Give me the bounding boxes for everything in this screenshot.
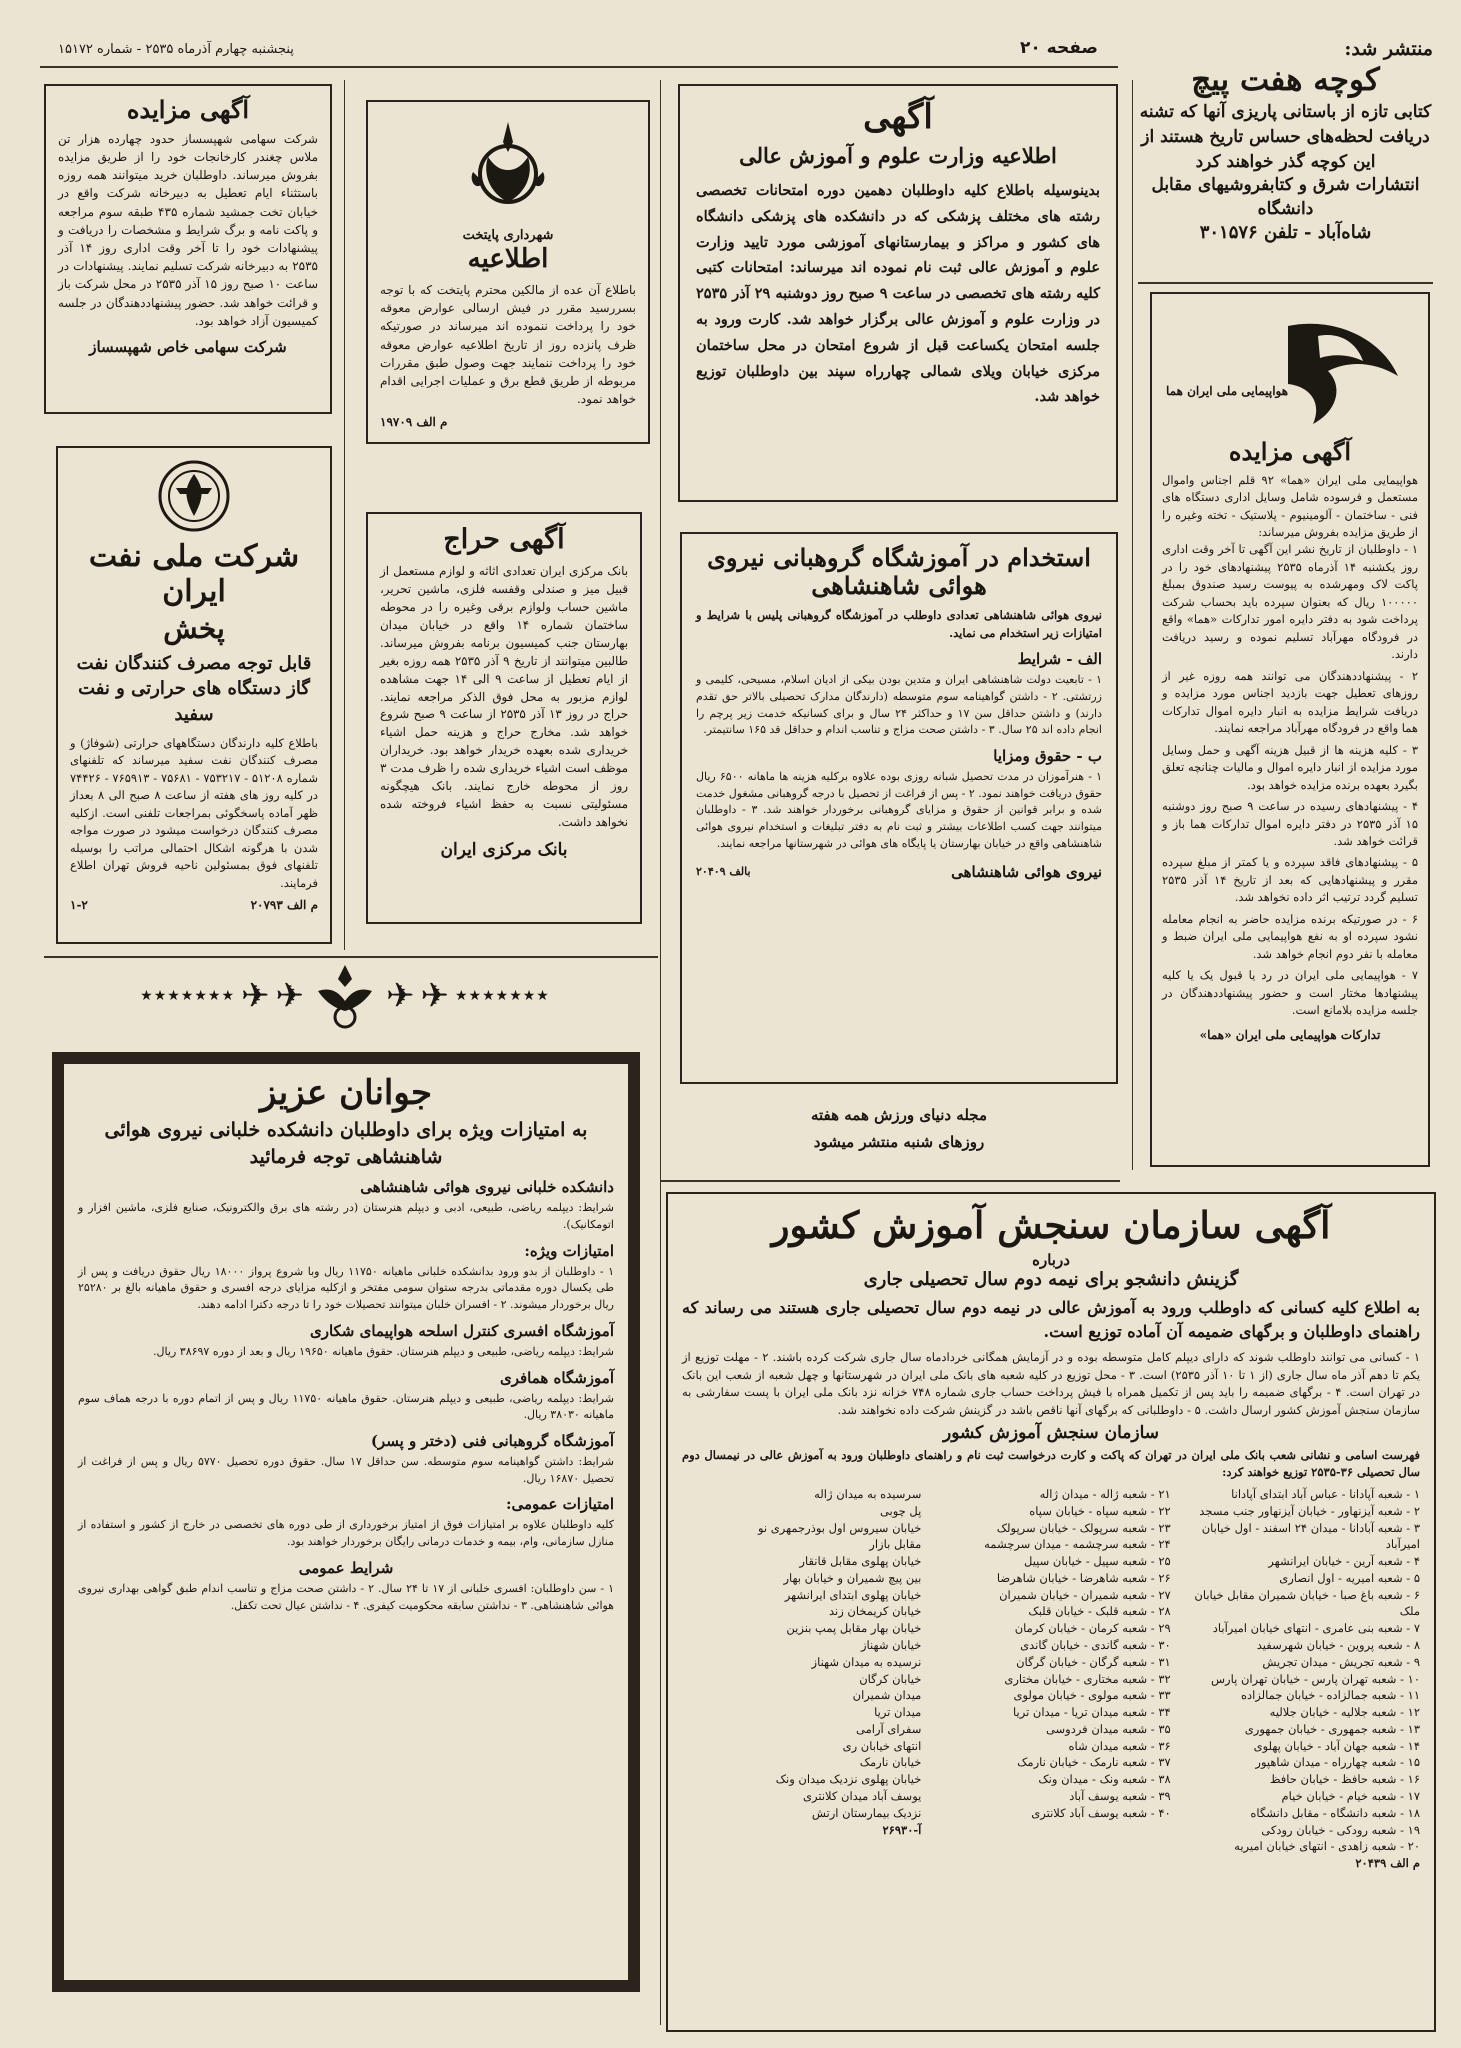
sanjesh-subtitle: گزینش دانشجو برای نیمه دوم سال تحصیلی جاری [863, 1268, 1239, 1290]
sports-rule [660, 1180, 1120, 1182]
weapons-control-heading: آموزشگاه افسری کنترل اسلحه هواپیمای شکاری [309, 1321, 614, 1340]
bank-auction-signature: بانک مرکزی ایران [440, 839, 568, 860]
general-privileges: کلیه داوطلبان علاوه بر امتیازات فوق از امتیاز برخورداری از طی دوره های تخصصی در خارج از کشور و استفاده از منازل سازمانی، وام، بیمه و خدمات درمانی رایگان برخوردار خواهند بود. [78, 1518, 614, 1549]
list-item: ۷ - شعبه بنی عامری - انتهای خیابان امیرآباد [1212, 1621, 1420, 1636]
book-announcement [1138, 38, 1433, 278]
ministry-subtitle: اطلاعیه وزارت علوم و آموزش عالی [739, 143, 1057, 169]
branch-column-2 [931, 1486, 1170, 1872]
sanjesh-ad [666, 1192, 1436, 2032]
list-item: نزدیک بیمارستان ارتش [811, 1805, 922, 1820]
published-label: منتشر شد: [1344, 38, 1433, 60]
list-item: پل چوبی [879, 1503, 922, 1518]
list-item: ۲۰ - شعبه زاهدی - انتهای خیابان امیریه [1234, 1839, 1420, 1854]
technical-school-body: شرایط: داشتن گواهینامه سوم متوسطه. سن حداقل ۱۷ سال. حقوق دوره تحصیل ۵۷۷۰ ریال و پس از فراغت از تحصیل ۱۶۸۷۰ ریال. [78, 1455, 614, 1485]
sports-line-2: روزهای شنبه منتشر میشود [813, 1133, 985, 1151]
list-item: ۳۷ - شعبه نارمک - خیابان نارمک [1017, 1755, 1171, 1770]
homafar-school-heading: آموزشگاه همافری [499, 1368, 614, 1387]
ministry-notice [678, 84, 1118, 502]
shahpasand-body: شرکت سهامی شهپسساز حدود چهارده هزار تن ملاس چغندر کارخانجات خود را از طریق مزایده بفروش میرساند. داوطلبان خرید میتوانند همه روزه باستثناء ایام تعطیل به دبیرخانه شرکت واقع در خیابان تخت جمشید شماره ۴۳۵ طبقه سوم مراجعه و پاکت نامه و برگ شرایط و مشخصات را دریافت و پیشنهادات خود را تا آخر وقت اداری روز ۱۴ آذر ۲۵۳۵ به دبیرخانه شرکت تسلیم نمایند. پیشنهادات در ساعت ۱۰ صبح روز ۱۵ آذر ۲۵۳۵ در محل شرکت باز و قرائت خواهد شد. حضور پیشنهاددهندگان در جلسه کمیسیون آزاد خواهد بود. [58, 131, 319, 328]
stars-decoration-icon: ★★★★★★★ [455, 988, 550, 1004]
list-item: خیابان نارمک [859, 1755, 922, 1770]
column-rule [344, 80, 345, 950]
header-rule [40, 66, 1118, 68]
airforce-signature: نیروی هوائی شاهنشاهی [951, 862, 1102, 881]
homafar-school-body: شرایط: دیپلمه ریاضی، طبیعی و دیپلم هنرستان. حقوق ماهیانه ۱۱۷۵۰ ریال و پس از اتمام دوره با درجه هماف سوم ماهیانه ۳۸۰۳۰ ریال. [78, 1391, 614, 1422]
list-item: ۱۰ - شعبه تهران پارس - خیابان تهران پارس [1211, 1671, 1420, 1686]
list-item: ۳ - شعبه آبادانا - میدان ۲۴ اسفند - اول خیابان امیرآباد [1201, 1520, 1420, 1552]
list-item: خیابان پهلوی مقابل قانقار [799, 1554, 922, 1569]
municipality-title: اطلاعیه [467, 244, 549, 274]
oil-title: شرکت ملی نفت ایران [88, 539, 300, 609]
homa-item: ۱ - داوطلبان از تاریخ نشر این آگهی تا آخر وقت اداری روز یکشنبه ۱۴ آذرماه ۲۵۳۵ پیشنهادهای خود را در پاکت لاک ومهرشده به پیوست رسید صندوق بمبلغ ۱۰۰۰۰۰ ریال که بعنوان سپرده باید بحساب شرکت پرداخت شود به دفتر دایره امور تدارکات «هما» واقع در فرودگاه مهرآباد تسلیم نموده و رسید دریافت دارند. [1162, 542, 1419, 662]
header-page-number: صفحه ۲۰ [1020, 38, 1098, 58]
list-item: ۲۸ - شعبه قلبک - خیابان قلبک [1028, 1604, 1171, 1619]
list-item: ۱۱ - شعبه جمالزاده - خیابان جمالزاده [1240, 1688, 1420, 1703]
list-item: ۴ - شعبه آرین - خیابان ایرانشهر [1268, 1554, 1420, 1569]
list-item: ۱۸ - شعبه دانشگاه - مقابل دانشگاه [1250, 1805, 1420, 1820]
sanjesh-code: م الف ۲۰۴۳۹ [1355, 1856, 1420, 1871]
oil-company-ad [56, 446, 332, 944]
oil-company-emblem-icon [156, 458, 232, 534]
book-address: شاه‌آباد - تلفن ۳۰۱۵۷۶ [1199, 221, 1372, 243]
list-item: ۲۴ - شعبه سرچشمه - میدان سرچشمه [984, 1537, 1171, 1552]
sanjesh-title: آگهی سازمان سنجش آموزش کشور [771, 1203, 1331, 1247]
jet-icon: ✈ [275, 976, 304, 1016]
book-publisher: انتشارات شرق و کتابفروشیهای مقابل دانشگاه [1151, 175, 1420, 220]
list-item: ۳۲ - شعبه مختاری - خیابان مختاری [1004, 1671, 1171, 1686]
weapons-control-body: شرایط: دیپلمه ریاضی، طبیعی و دیپلم هنرستان. حقوق ماهیانه ۱۹۶۵۰ ریال و بعد از دوره ۳۸۶۹۷ ریال. [153, 1344, 614, 1358]
sanjesh-list-title: فهرست اسامی و نشانی شعب بانک ملی ایران در تهران که پاکت و کارت درخواست ثبت نام و راهنمای داوطلبان ورود به آموزش عالی در نیمسال دوم سال تحصیلی ۳۶-۲۵۳۵ توزیع خواهند کرد: [682, 1448, 1420, 1480]
list-item: نرسیده به میدان شهناز [811, 1654, 922, 1669]
list-item: ۳۸ - شعبه ونک - میدان ونک [1038, 1772, 1171, 1787]
list-item: ۶ - شعبه باغ صبا - خیابان شمیران مقابل خیابان ملک [1194, 1587, 1420, 1619]
list-item: میدان تریا [874, 1705, 922, 1720]
list-item: سفرای آرامی [856, 1721, 922, 1736]
branch-column-3 [682, 1486, 921, 1872]
homa-logo-text: هواپیمایی ملی ایران هما [1166, 384, 1289, 398]
general-conditions: ۱ - سن داوطلبان: افسری خلبانی از ۱۷ تا ۲۴ سال. ۲ - داشتن صحت مزاج و تناسب اندام طبق گواهی بهداری نیروی هوائی شاهنشاهی. ۳ - نداشتن سابقه محکومیت کیفری. ۴ - نداشتن عیال تحت تکفل. [78, 1581, 614, 1612]
book-description: کتابی تازه از باستانی پاریزی آنها که تشنه دریافت لحظه‌های حساس تاریخ هستند از این کوچه گذر خواهند کرد [1139, 102, 1432, 172]
sports-magazine-notice [680, 1102, 1118, 1156]
sanjesh-code-2: آ-۲۶۹۳۰ [882, 1822, 922, 1837]
oil-body: باطلاع کلیه دارندگان دستگاههای حرارتی (شوفاژ) و مصرف کنندگان نفت سفید میرساند که تلفنهای شماره ۵۱۲۰۸ - ۷۵۳۲۱۷ - ۷۵۶۸۱ - ۷۶۵۹۱۳ - ۷۴۴۲۶ در کلیه روز های هفته از ساعت ۸ صبح الی ۸ بعداز ظهر آماده پاسخگوئی بمراجعات تلفنی است. ازکلیه مصرف کنندگان درخواست میشود در صورت مواجه شدن با هرگونه اشکال احتمالی مراتب را بوسیله تلفنهای فوق بمسئولین ناحیه فروش تهران اطلاع فرمایند. [70, 735, 318, 890]
sports-line-1: مجله دنیای ورزش همه هفته [810, 1106, 988, 1124]
list-item: ۱۷ - شعبه خیام - خیابان خیام [1281, 1789, 1420, 1804]
municipality-org: شهرداری پایتخت [462, 228, 554, 243]
airforce-conditions-heading: الف - شرایط [1017, 650, 1102, 669]
list-item: ۱۶ - شعبه حافظ - خیابان حافظ [1269, 1772, 1420, 1787]
jet-icon: ✈ [386, 976, 415, 1016]
oil-code: م الف ۲۰۷۹۳ [250, 897, 318, 912]
list-item: سرسیده به میدان ژاله [814, 1486, 922, 1501]
oil-heading: قابل توجه مصرف کنندگان نفت گاز دستگاه های حرارتی و نفت سفید [76, 653, 312, 725]
airforce-benefits: ۱ - هنرآموزان در مدت تحصیل شبانه روزی بوده علاوه برکلیه هزینه ها ماهانه ۶۵۰۰ ریال حقوق دریافت خواهند نمود. ۲ - پس از فراغت از تحصیل با درجه گروهبانی مشغول خدمت شده و برابر قوانین از حقوق و مزایای گروهبانی برخوردار خواهند شد. ۳ - داوطلبان میتوانند جهت کسب اطلاعات بیشتر و ثبت نام به دفتر تبلیغات و استخدام نیروی هوائی شاهنشاهی واقع در خیابان بهارستان یا پایگاه های هوائی در شهرستانها مراجعه نمایند. [696, 770, 1103, 850]
municipality-notice [366, 100, 650, 444]
list-item: خیابان بهار مقابل پمپ بنزین [786, 1621, 922, 1636]
list-item: خیابان شهناز [860, 1637, 922, 1652]
pilot-school-conditions: شرایط: دیپلمه ریاضی، طبیعی، ادبی و دیپلم هنرستان (در رشته های برق والکترونیک، صنایع فلزی، ماشین افزار و اتومکانیک). [78, 1201, 614, 1231]
airforce-title: استخدام در آموزشگاه گروهبانی نیروی هوائی شاهنشاهی [707, 543, 1091, 600]
cadet-planes-banner [40, 966, 650, 1026]
list-item: ۲۱ - شعبه ژاله - میدان ژاله [1039, 1486, 1171, 1501]
technical-school-heading: آموزشگاه گروهبانی فنی (دختر و پسر) [370, 1432, 614, 1451]
shahpasand-title: آگهی مزایده [126, 95, 250, 124]
list-item: ۵ - شعبه امیریه - اول انصاری [1279, 1570, 1420, 1585]
bank-auction-body: بانک مرکزی ایران تعدادی اثاثه و لوازم مستعمل از قبیل میز و صندلی وقفسه فلزی، ماشین تحریر، ماشین حساب ولوازم برقی وغیره را در محوطه ساختمان شماره ۱۴ واقع در خیابان میدان بهارستان جنب کمیسیون برنامه بفروش میرساند. طالبین میتوانند از تاریخ ۹ آذر ۲۵۳۵ همه روزه بغیر از ایام تعطیل از ساعت ۹ الی ۱۴ جهت مشاهده لوازم مزبور به محل فوق الذکر مراجعه نمایند. حراج در روز ۱۳ آذر ۲۵۳۵ از ساعت ۹ صبح شروع خواهد شد. مخارج حراج و هزینه حمل اشیاء خریداری شده بعهده خریدار خواهد بود. خریداران موظف است اشیاء خریداری شده را ظرف مدت ۳ روز از محوطه خارج نمایند. بانک هیچگونه مسئولیتی نسبت به حفظ اشیاء فروخته شده نخواهد داشت. [380, 564, 629, 829]
homa-title: آگهی مزایده [1228, 437, 1352, 466]
sanjesh-signature: سازمان سنجش آموزش کشور [942, 1423, 1159, 1444]
list-item: ۲۷ - شعبه شمیران - خیابان شمیران [999, 1587, 1171, 1602]
cadets-subtitle: به امتیازات ویژه برای داوطلبان دانشکده خلبانی نیروی هوائی شاهنشاهی توجه فرمائید [104, 1119, 588, 1168]
list-item: انتهای خیابان ری [842, 1738, 922, 1753]
airforce-conditions: ۱ - تابعیت دولت شاهنشاهی ایران و متدین بودن بیکی از ادیان اسلام، مسیحی، کلیمی و زرتشتی. ۲ - داشتن گواهینامه سوم متوسطه (دارندگان مدارک تحصیلی بالاتر حق تقدم دارند) و داشتن حداقل سن ۱۷ و حداکثر ۲۴ سال و برای کسانیکه خدمت زیر پرچم را انجام داده اند ۲۵ سال. ۳ - داشتن صحت مزاج و تناسب اندام و حداقل قد ۱۶۵ سانتیمتر. [696, 673, 1102, 737]
special-privileges: ۱ - داوطلبان از بدو ورود بدانشکده خلبانی ماهیانه ۱۱۷۵۰ ریال وبا شروع پرواز ۱۸۰۰۰ ریال حقوق دریافت و پس از طی یکسال دوره مقدماتی بدرجه ستوان سومی مفتخر و ازکلیه مزایای درجه افسری و حقوق ماهیانه بالغ بر ۲۵۲۸۰ ریال برخوردار میشوند. ۲ - افسران خلبان میتوانند تحصیلات خود را تا درجه دکترا ادامه دهند. [78, 1264, 614, 1312]
list-item: ۲۹ - شعبه کرمان - خیابان کرمان [1014, 1621, 1171, 1636]
list-item: ۱۹ - شعبه رودکی - خیابان رودکی [1261, 1822, 1420, 1837]
homa-item: ۴ - پیشنهادهای رسیده در ساعت ۹ صبح روز دوشنبه ۱۵ آذر ۲۵۳۵ در دفتر دایره اموال تدارکات هما باز و قرائت خواهد شد. [1162, 799, 1419, 848]
list-item: یوسف آباد میدان کلانتری [803, 1789, 922, 1804]
bank-auction-title: آگهی حراج [443, 524, 565, 555]
column-rule [660, 80, 661, 2025]
list-item: ۳۹ - شعبه یوسف آباد [1069, 1789, 1171, 1804]
municipality-body: باطلاع آن عده از مالکین محترم پایتخت که با توجه بسررسید مقرر در فیش ارسالی عوارض معوقه خود را پرداخت ننموده اند میرساند در صورتیکه ظرف پانزده روز از تاریخ اطلاعیه عوارض معوقه خود را پرداخت ننمایند جهت وصول طبق مقررات مربوطه از طریق قطع برق و عملیات اجرایی اقدام خواهد نمود. [380, 282, 636, 407]
list-item: ۲ - شعبه آیزنهاور - خیابان آیزنهاور جنب مسجد [1199, 1503, 1420, 1518]
header-issue-date: پنجشنبه چهارم آذرماه ۲۵۳۵ - شماره ۱۵۱۷۲ [58, 42, 294, 57]
pilot-school-heading: دانشکده خلبانی نیروی هوائی شاهنشاهی [360, 1178, 614, 1197]
list-item: ۲۳ - شعبه سرپولک - خیابان سرپولک [996, 1520, 1171, 1535]
ministry-body: بدینوسیله باطلاع کلیه داوطلبان دهمین دوره امتحانات تخصصی رشته های مختلف پزشکی که در دانشکده های پزشکی دانشگاه های کشور و مراکز و بیمارستانهای آموزشی مورد تایید وزارت علوم و آموزش عالی ثبت نام نموده اند میرساند: امتحانات کتبی کلیه رشته های تخصصی در ساعت ۹ صبح روز دوشنبه ۲۹ آذر ۲۵۳۵ در وزارت علوم و آموزش عالی برگزار خواهد شد. کارت ورود به جلسه امتحان یکساعت قبل از شروع امتحان در محل ساختمان مرکزی خیابان ویلای شمالی چهارراه سپند بین داوطلبان توزیع خواهد شد. [696, 182, 1100, 406]
stars-decoration-icon: ★★★★★★★ [140, 988, 235, 1004]
list-item: خیابان سیروس اول بوذرجمهری نو [757, 1520, 922, 1535]
homa-auction-ad [1150, 292, 1430, 1167]
homa-item: ۳ - کلیه هزینه ها از قبیل هزینه آگهی و حمل وسایل مورد مزایده از انبار دایره اموال و مالیات چنانچه تعلق بگیرد بعهده برنده مزایده خواهد بود. [1162, 742, 1418, 792]
homa-item: ۲ - پیشنهاددهندگان می توانند همه روزه غیر از روزهای تعطیل جهت بازدید اجناس مورد مزایده و دریافت شرایط مزایده به انبار دایره اموال تدارکات هما واقع در فرودگاه مهرآباد مراجعه نمایند. [1162, 668, 1418, 736]
homa-footer: تدارکات هواپیمایی ملی ایران «هما» [1199, 1027, 1381, 1042]
list-item: ۳۰ - شعبه گاندی - خیابان گاندی [1020, 1637, 1171, 1652]
list-item: میدان شمیران [852, 1688, 922, 1703]
municipality-code: م الف ۱۹۷۰۹ [380, 414, 448, 429]
pilot-school-ad [52, 1052, 640, 1992]
general-conditions-heading: شرایط عمومی [298, 1558, 394, 1577]
homa-item: ۷ - هواپیمایی ملی ایران در رد یا قبول یک یا کلیه پیشنهادها مختار است و حضور پیشنهاددهندگان در جلسه مزایده بلامانع است. [1162, 968, 1418, 1018]
list-item: ۸ - شعبه پروین - خیابان شهرسفید [1256, 1637, 1420, 1652]
list-item: خیابان پهلوی نزدیک میدان ونک [775, 1772, 922, 1787]
oil-subtitle: پخش [163, 612, 225, 645]
sanjesh-lead: به اطلاع کلیه کسانی که داوطلب ورود به آموزش عالی در نیمه دوم سال تحصیلی جاری هستند می رساند که راهنمای داوطلبان و برگهای ضمیمه آن آماده توزیع است. [682, 1297, 1420, 1342]
list-item: ۱ - شعبه آپادانا - عباس آباد ابتدای آپادانا [1231, 1486, 1420, 1501]
list-item: مقابل بازار [869, 1537, 922, 1552]
airforce-intro: نیروی هوائی شاهنشاهی تعدادی داوطلب در آموزشگاه گروهبانی پلیس با شرایط و امتیازات زیر استخدام می نماید. [696, 608, 1102, 640]
general-privileges-heading: امتیازات عمومی: [505, 1495, 614, 1514]
shahpasand-signature: شرکت سهامی خاص شهپسساز [89, 338, 287, 357]
special-privileges-heading: امتیازات ویژه: [524, 1241, 614, 1260]
list-item: ۳۴ - شعبه میدان تریا - میدان تریا [1013, 1705, 1171, 1720]
homa-item: ۶ - در صورتیکه برنده مزایده حاضر به انجام معامله نشود سپرده او به نفع هواپیمایی ملی ایران ضبط و معامله با نفر دوم انجام خواهد شد. [1162, 911, 1418, 961]
list-item: ۳۱ - شعبه گرگان - خیابان گرگان [1016, 1654, 1171, 1669]
branch-column-1 [1181, 1486, 1420, 1872]
list-item: ۴۰ - شعبه یوسف آباد کلانتری [1031, 1805, 1171, 1820]
list-item: خیابان کریمخان زند [828, 1604, 922, 1619]
sanjesh-about: درباره [1032, 1250, 1070, 1269]
list-item: ۲۵ - شعبه سپیل - خیابان سپیل [1023, 1554, 1171, 1569]
list-item: ۳۵ - شعبه میدان فردوسی [1045, 1721, 1171, 1736]
ministry-title: آگهی [863, 97, 933, 137]
list-item: ۱۳ - شعبه جمهوری - خیابان جمهوری [1244, 1721, 1420, 1736]
homa-item: ۵ - پیشنهادهای فاقد سپرده و یا کمتر از مبلغ سپرده مقرر و پیشنهادهایی که بعد از تاریخ ۱۴ آذر ۲۵۳۵ تسلیم گردد ترتیب اثر داده نخواهد شد. [1162, 855, 1418, 905]
list-item: خیابان پهلوی ابتدای ایرانشهر [784, 1587, 922, 1602]
list-item: ۱۲ - شعبه جلالیه - خیابان جلالیه [1269, 1705, 1420, 1720]
homa-logo-icon [1168, 306, 1418, 436]
list-item: ۱۵ - شعبه چهارراه - میدان شاهپور [1255, 1755, 1420, 1770]
municipality-emblem-icon [463, 112, 553, 222]
book-rule [1138, 282, 1433, 284]
homa-intro: هواپیمایی ملی ایران «هما» ۹۲ قلم اجناس واموال مستعمل و فرسوده شامل وسایل اداری دستگاه های فنی - ساختمان - آلومینیوم - پلاستیک - تخته وغیره را از طریق مزایده بفروش میرساند: [1162, 472, 1419, 539]
central-bank-auction [366, 512, 642, 924]
oil-code-2: ۱-۲ [70, 897, 88, 912]
mid-rule [44, 956, 658, 958]
list-item: ۳۶ - شعبه میدان شاه [1068, 1738, 1171, 1753]
book-title: کوچه هفت پیچ [1191, 62, 1380, 98]
sanjesh-body: ۱ - کسانی می توانند داوطلب شوند که دارای دیپلم کامل متوسطه بوده و در آزمایش همگانی خردادماه سال جاری شرکت کرده باشند. ۲ - مهلت توزیع از یکم تا دهم آذر ماه سال جاری (از ۱ تا ۱۰ آذر ۲۵۳۵) است. ۳ - محل توزیع در کلیه شعبه های بانک ملی ایران در شهرستانها و چهل شعبه از شعب این بانک در تهران است. ۴ - برگهای ضمیمه را باید پس از تکمیل همراه با فیش پرداخت حساب جاری شماره ۷۴۸ خزانه نزد بانک ملی ایران با پست سفارشی به سازمان سنجش آموزش کشور ارسال داشت. ۵ - داوطلبانی که برگهای آنها ناقص باشد در گزینش شرکت داده نخواهند شد. [682, 1350, 1421, 1417]
column-rule [1132, 80, 1133, 1170]
airforce-benefits-heading: ب - حقوق ومزایا [993, 747, 1102, 765]
jet-icon: ✈ [241, 976, 270, 1016]
airforce-code: بالف ۲۰۴۰۹ [696, 865, 751, 879]
list-item: ۳۳ - شعبه مولوی - خیابان مولوی [1013, 1688, 1171, 1703]
list-item: ۲۲ - شعبه سپاه - خیابان سپاه [1029, 1503, 1171, 1518]
list-item: خیابان کرگان [859, 1671, 922, 1686]
airforce-emblem-icon [310, 961, 380, 1031]
branch-list [682, 1486, 1420, 1872]
jet-icon: ✈ [420, 976, 449, 1016]
shahpasand-auction [44, 84, 332, 414]
cadets-title: جوانان عزیز [260, 1073, 432, 1113]
list-item: ۹ - شعبه تجریش - میدان تجریش [1262, 1654, 1420, 1669]
list-item: ۲۶ - شعبه شاهرضا - خیابان شاهرضا [996, 1570, 1171, 1585]
list-item: بین پیچ شمیران و خیابان بهار [783, 1570, 922, 1585]
list-item: ۱۴ - شعبه جهان آباد - خیابان پهلوی [1253, 1738, 1420, 1753]
airforce-hiring-ad [680, 532, 1118, 1084]
